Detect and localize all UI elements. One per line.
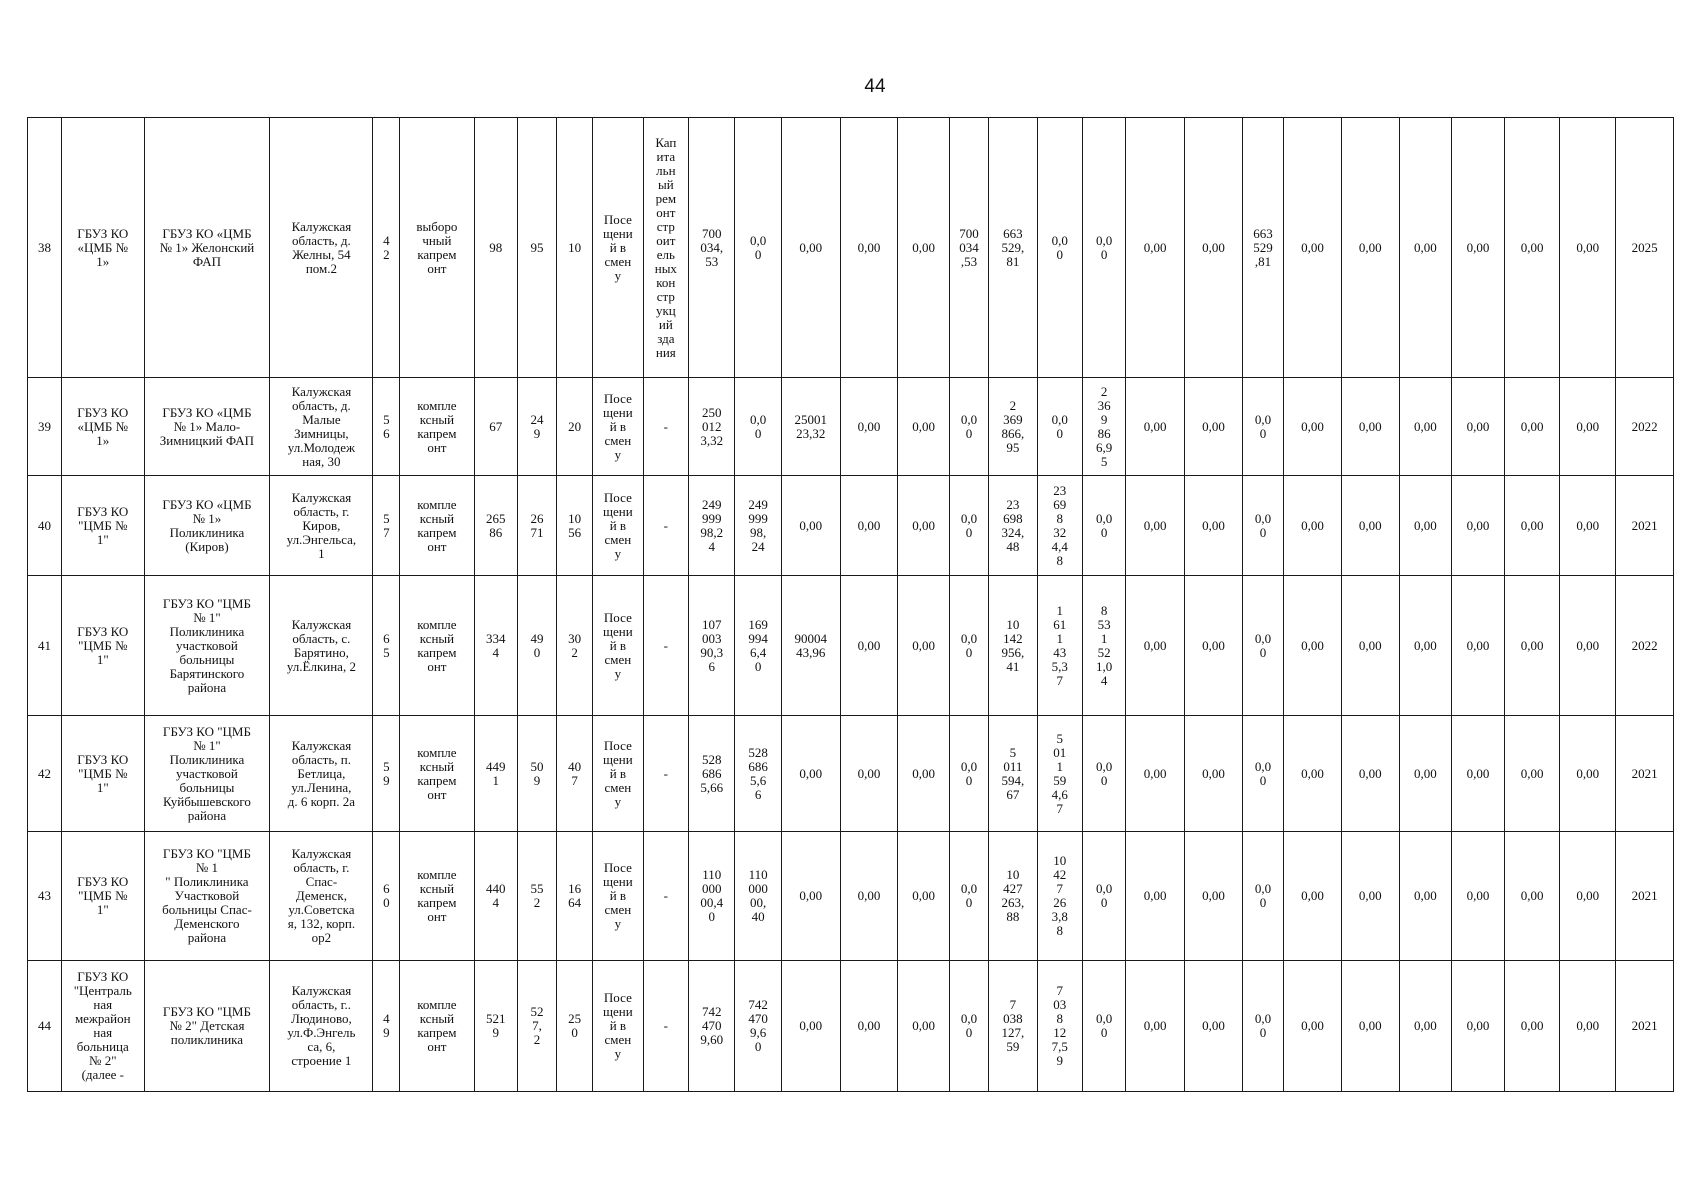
table-cell: 0,0 0: [949, 476, 988, 576]
table-cell: 5 9: [373, 716, 400, 832]
table-cell: 0,00: [898, 576, 950, 716]
table-cell: 440 4: [474, 832, 517, 961]
table-cell: 0,00: [1284, 378, 1342, 476]
table-cell: 742 470 9,6 0: [735, 961, 781, 1092]
table-cell: 2021: [1616, 476, 1674, 576]
table-cell: 16 64: [557, 832, 593, 961]
table-cell: 25001 23,32: [781, 378, 840, 476]
table-row: [28, 576, 1674, 716]
table-cell: 0,00: [1504, 378, 1560, 476]
table-cell: ГБУЗ КО "Централь ная межрайон ная больница № 2" (далее -: [62, 961, 145, 1092]
table-cell: -: [643, 961, 688, 1092]
table-cell: 4 9: [373, 961, 400, 1092]
table-cell: 0,00: [1185, 961, 1243, 1092]
table-cell: 0,00: [1185, 716, 1243, 832]
table-cell: 0,0 0: [1242, 832, 1283, 961]
table-cell: 43: [28, 832, 62, 961]
table-cell: ГБУЗ КО "ЦМБ № 1" Поликлиника участковой больницы Куйбышевского района: [144, 716, 270, 832]
table-cell: 0,00: [1452, 378, 1505, 476]
table-cell: компле ксный капрем онт: [400, 378, 474, 476]
table-cell: -: [643, 476, 688, 576]
table-cell: 528 686 5,66: [689, 716, 735, 832]
table-cell: Калужская область, д. Желны, 54 пом.2: [270, 118, 373, 378]
table-cell: 10 42 7 26 3,8 8: [1037, 832, 1082, 961]
table-cell: ГБУЗ КО «ЦМБ № 1»: [62, 118, 145, 378]
table-cell: 0,00: [1284, 118, 1342, 378]
table-cell: 38: [28, 118, 62, 378]
table-cell: 40 7: [557, 716, 593, 832]
table-cell: 2021: [1616, 832, 1674, 961]
table-cell: 0,00: [1126, 476, 1185, 576]
table-cell: 0,00: [840, 378, 898, 476]
table-cell: компле ксный капрем онт: [400, 832, 474, 961]
table-cell: ГБУЗ КО "ЦМБ № 1" Поликлиника участковой больницы Барятинского района: [144, 576, 270, 716]
table-cell: Посе щени й в смен у: [593, 476, 644, 576]
table-cell: 0,0 0: [949, 961, 988, 1092]
table-cell: 25 0: [557, 961, 593, 1092]
table-cell: компле ксный капрем онт: [400, 961, 474, 1092]
table-cell: 6 5: [373, 576, 400, 716]
table-cell: 0,00: [1185, 118, 1243, 378]
table-cell: Посе щени й в смен у: [593, 378, 644, 476]
table-cell: 42: [28, 716, 62, 832]
table-cell: 2 369 866, 95: [989, 378, 1037, 476]
table-cell: компле ксный капрем онт: [400, 716, 474, 832]
table-cell: 0,00: [898, 378, 950, 476]
table-cell: 0,00: [1126, 832, 1185, 961]
table-cell: 0,00: [1341, 118, 1399, 378]
table-cell: 110 000 00, 40: [735, 832, 781, 961]
table-cell: 0,00: [1504, 118, 1560, 378]
table-cell: 0,0 0: [735, 118, 781, 378]
table-cell: 0,00: [1560, 576, 1616, 716]
table-cell: 1 61 1 43 5,3 7: [1037, 576, 1082, 716]
table-cell: 528 686 5,6 6: [735, 716, 781, 832]
table-cell: 2021: [1616, 716, 1674, 832]
table-cell: Калужская область, г. Киров, ул.Энгельса, 1: [270, 476, 373, 576]
table-cell: 0,0 0: [949, 832, 988, 961]
table-cell: 0,00: [781, 832, 840, 961]
table-cell: Посе щени й в смен у: [593, 716, 644, 832]
table-cell: 0,0 0: [1242, 576, 1283, 716]
table-cell: 0,00: [1399, 832, 1452, 961]
table-cell: 0,00: [1341, 476, 1399, 576]
table-cell: 0,00: [1452, 576, 1505, 716]
table-cell: Кап ита льн ый рем онт стр оит ель ных кон стр укц ий зда ния: [643, 118, 688, 378]
table-cell: 0,00: [1399, 476, 1452, 576]
table-cell: 249 999 98,2 4: [689, 476, 735, 576]
table-cell: 0,00: [1452, 716, 1505, 832]
table-cell: 0,00: [840, 716, 898, 832]
table-cell: 52 7, 2: [517, 961, 556, 1092]
table-cell: 0,00: [1341, 832, 1399, 961]
table-cell: 0,00: [1284, 961, 1342, 1092]
table-row: [28, 716, 1674, 832]
table-cell: 0,00: [781, 476, 840, 576]
table-cell: 50 9: [517, 716, 556, 832]
table-cell: 26 71: [517, 476, 556, 576]
table-cell: 30 2: [557, 576, 593, 716]
table-cell: 0,00: [898, 961, 950, 1092]
table-cell: 0,0 0: [1082, 961, 1125, 1092]
table-cell: 0,00: [1560, 832, 1616, 961]
table-cell: компле ксный капрем онт: [400, 576, 474, 716]
table-cell: ГБУЗ КО "ЦМБ № 1": [62, 716, 145, 832]
table-cell: -: [643, 716, 688, 832]
table-cell: 20: [557, 378, 593, 476]
table-cell: ГБУЗ КО "ЦМБ № 1 " Поликлиника Участковой больницы Спас- Деменского района: [144, 832, 270, 961]
table-row: [28, 378, 1674, 476]
table-cell: 0,00: [840, 961, 898, 1092]
table-cell: 0,00: [840, 576, 898, 716]
table-cell: 23 698 324, 48: [989, 476, 1037, 576]
table-cell: 7 038 127, 59: [989, 961, 1037, 1092]
table-cell: 0,00: [1399, 961, 1452, 1092]
table-cell: 0,00: [898, 832, 950, 961]
table-cell: 44: [28, 961, 62, 1092]
table-cell: 0,00: [1452, 118, 1505, 378]
table-cell: 10: [557, 118, 593, 378]
table-cell: ГБУЗ КО «ЦМБ № 1» Поликлиника (Киров): [144, 476, 270, 576]
table-cell: 0,0 0: [1242, 378, 1283, 476]
table-cell: 0,00: [1341, 716, 1399, 832]
table-cell: ГБУЗ КО «ЦМБ № 1» Мало- Зимницкий ФАП: [144, 378, 270, 476]
table-cell: 0,00: [840, 832, 898, 961]
table-row: [28, 961, 1674, 1092]
table-cell: 0,00: [1126, 118, 1185, 378]
table-row: [28, 118, 1674, 378]
table-cell: 8 53 1 52 1,0 4: [1082, 576, 1125, 716]
table-cell: 0,00: [1560, 716, 1616, 832]
table-cell: 2025: [1616, 118, 1674, 378]
table-cell: -: [643, 378, 688, 476]
table-cell: Посе щени й в смен у: [593, 832, 644, 961]
table-cell: 663 529 ,81: [1242, 118, 1283, 378]
table-cell: 0,00: [1126, 961, 1185, 1092]
table-cell: 0,00: [1341, 576, 1399, 716]
table-cell: 5 7: [373, 476, 400, 576]
table-cell: 6 0: [373, 832, 400, 961]
table-cell: 0,00: [898, 118, 950, 378]
table-cell: 0,0 0: [949, 378, 988, 476]
table-cell: 0,0 0: [949, 716, 988, 832]
table-cell: 0,00: [1185, 832, 1243, 961]
table-cell: 4 2: [373, 118, 400, 378]
table-cell: 0,00: [898, 476, 950, 576]
table-cell: 700 034 ,53: [949, 118, 988, 378]
table-cell: 0,0 0: [1082, 832, 1125, 961]
table-cell: 0,00: [1126, 378, 1185, 476]
table-cell: Калужская область, с. Барятино, ул.Ёлкина, 2: [270, 576, 373, 716]
table-cell: 0,0 0: [1037, 378, 1082, 476]
table-cell: 742 470 9,60: [689, 961, 735, 1092]
table-cell: компле ксный капрем онт: [400, 476, 474, 576]
table-cell: 107 003 90,3 6: [689, 576, 735, 716]
table-cell: 0,00: [1341, 961, 1399, 1092]
table-cell: 0,00: [1504, 716, 1560, 832]
table-cell: 0,0 0: [735, 378, 781, 476]
table-cell: 0,00: [1284, 476, 1342, 576]
table-cell: -: [643, 832, 688, 961]
table-cell: 90004 43,96: [781, 576, 840, 716]
table-cell: 0,00: [1452, 476, 1505, 576]
table-cell: ГБУЗ КО "ЦМБ № 1": [62, 576, 145, 716]
table-cell: Калужская область, д. Малые Зимницы, ул.Молодеж ная, 30: [270, 378, 373, 476]
table-cell: ГБУЗ КО «ЦМБ № 1»: [62, 378, 145, 476]
table-cell: 5 01 1 59 4,6 7: [1037, 716, 1082, 832]
table-cell: 67: [474, 378, 517, 476]
table-cell: 250 012 3,32: [689, 378, 735, 476]
table-cell: 700 034, 53: [689, 118, 735, 378]
table-cell: 0,0 0: [1082, 118, 1125, 378]
table-cell: 40: [28, 476, 62, 576]
table-cell: 10 427 263, 88: [989, 832, 1037, 961]
table-cell: 2021: [1616, 961, 1674, 1092]
table-cell: 10 142 956, 41: [989, 576, 1037, 716]
table-cell: 2 36 9 86 6,9 5: [1082, 378, 1125, 476]
table-cell: ГБУЗ КО "ЦМБ № 1": [62, 476, 145, 576]
table-cell: Посе щени й в смен у: [593, 961, 644, 1092]
table-cell: -: [643, 576, 688, 716]
table-cell: 0,00: [1185, 378, 1243, 476]
table-cell: 0,00: [1399, 118, 1452, 378]
table-cell: 0,00: [1452, 832, 1505, 961]
table-cell: 23 69 8 32 4,4 8: [1037, 476, 1082, 576]
table-cell: 0,00: [840, 118, 898, 378]
table-cell: 0,00: [1504, 832, 1560, 961]
table-cell: ГБУЗ КО "ЦМБ № 2" Детская поликлиника: [144, 961, 270, 1092]
table-cell: Калужская область, п. Бетлица, ул.Ленина, д. 6 корп. 2а: [270, 716, 373, 832]
table-cell: 0,0 0: [1242, 961, 1283, 1092]
table-cell: 0,00: [1341, 378, 1399, 476]
table-row: [28, 476, 1674, 576]
table-cell: Калужская область, г.. Людиново, ул.Ф.Энгель са, 6, строение 1: [270, 961, 373, 1092]
table-cell: 663 529, 81: [989, 118, 1037, 378]
table-cell: Посе щени й в смен у: [593, 118, 644, 378]
table-cell: 0,00: [1126, 576, 1185, 716]
table-cell: 39: [28, 378, 62, 476]
table-cell: 0,00: [1126, 716, 1185, 832]
table-cell: 0,00: [1560, 118, 1616, 378]
table-cell: 0,0 0: [1242, 716, 1283, 832]
table-cell: 5 6: [373, 378, 400, 476]
table-cell: 98: [474, 118, 517, 378]
table-cell: 0,0 0: [949, 576, 988, 716]
table-cell: 0,00: [781, 118, 840, 378]
table-cell: 0,00: [1399, 576, 1452, 716]
table-cell: 0,00: [781, 961, 840, 1092]
table-cell: 0,00: [1560, 378, 1616, 476]
table-cell: 41: [28, 576, 62, 716]
table-cell: 265 86: [474, 476, 517, 576]
table-cell: 0,00: [1452, 961, 1505, 1092]
table-cell: 0,00: [1560, 476, 1616, 576]
table-cell: 0,00: [1399, 378, 1452, 476]
table-cell: 0,00: [1185, 476, 1243, 576]
table-cell: 0,00: [1399, 716, 1452, 832]
table-cell: 334 4: [474, 576, 517, 716]
table-cell: 0,00: [898, 716, 950, 832]
table-cell: 0,00: [1560, 961, 1616, 1092]
table-cell: 0,00: [1504, 476, 1560, 576]
capital-repair-table: [27, 117, 1674, 1092]
table-cell: 0,0 0: [1082, 476, 1125, 576]
table-cell: 2022: [1616, 576, 1674, 716]
table-cell: 7 03 8 12 7,5 9: [1037, 961, 1082, 1092]
table-cell: ГБУЗ КО "ЦМБ № 1": [62, 832, 145, 961]
table-cell: 0,00: [1284, 832, 1342, 961]
table-cell: 55 2: [517, 832, 556, 961]
table-cell: 49 0: [517, 576, 556, 716]
table-cell: выборо чный капрем онт: [400, 118, 474, 378]
table-cell: 0,00: [1185, 576, 1243, 716]
table-cell: 521 9: [474, 961, 517, 1092]
table-cell: 0,00: [781, 716, 840, 832]
table-cell: Калужская область, г. Спас- Деменск, ул.Советска я, 132, корп. ор2: [270, 832, 373, 961]
table-cell: 0,0 0: [1037, 118, 1082, 378]
table-cell: ГБУЗ КО «ЦМБ № 1» Желонский ФАП: [144, 118, 270, 378]
table-cell: 249 999 98, 24: [735, 476, 781, 576]
page-number: 44: [864, 76, 886, 97]
table-cell: Посе щени й в смен у: [593, 576, 644, 716]
table-cell: 95: [517, 118, 556, 378]
table-cell: 2022: [1616, 378, 1674, 476]
table-cell: 24 9: [517, 378, 556, 476]
table-cell: 10 56: [557, 476, 593, 576]
table-row: [28, 832, 1674, 961]
table-cell: 0,00: [1284, 576, 1342, 716]
table-cell: 449 1: [474, 716, 517, 832]
table-cell: 0,00: [840, 476, 898, 576]
table-cell: 0,0 0: [1082, 716, 1125, 832]
table-cell: 110 000 00,4 0: [689, 832, 735, 961]
table-cell: 169 994 6,4 0: [735, 576, 781, 716]
table-cell: 5 011 594, 67: [989, 716, 1037, 832]
table-cell: 0,00: [1504, 576, 1560, 716]
table-cell: 0,0 0: [1242, 476, 1283, 576]
table-cell: 0,00: [1284, 716, 1342, 832]
table-cell: 0,00: [1504, 961, 1560, 1092]
